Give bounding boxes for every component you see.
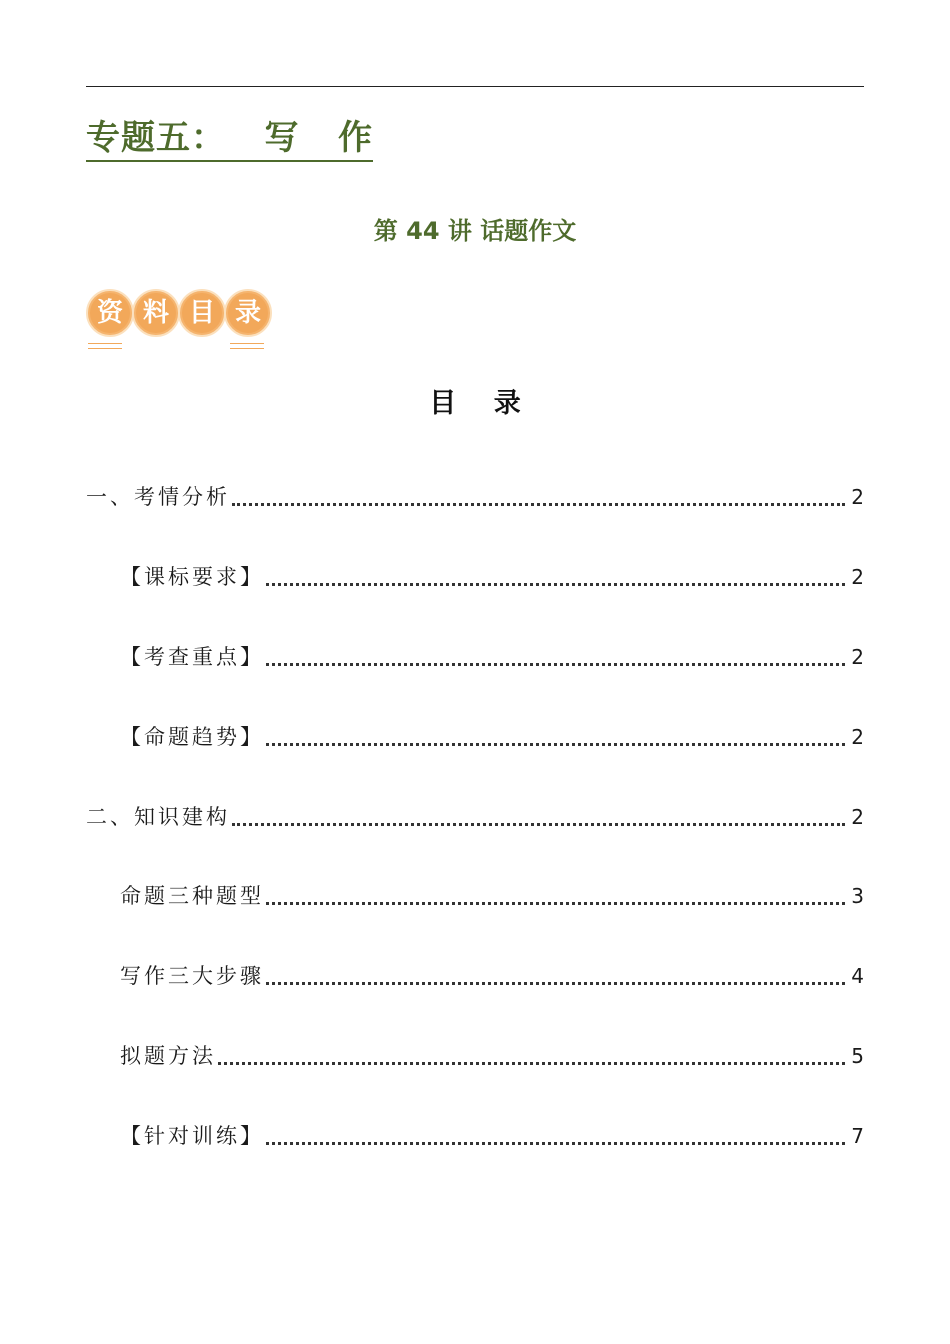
toc-entry[interactable] [120, 641, 864, 673]
contents-badge [86, 289, 276, 353]
toc-entry-title: 【针对训练】 [120, 1124, 264, 1148]
toc-page-number: 2 [851, 565, 864, 589]
toc-heading: 目 录 [429, 388, 521, 419]
badge-char-2: 料 [132, 289, 180, 337]
toc-page-number: 3 [851, 884, 864, 908]
toc-page-number: 2 [851, 485, 864, 509]
toc-entry-title: 【命题趋势】 [120, 725, 264, 749]
toc-entry-title: 写作三大步骤 [120, 964, 264, 988]
toc-page-number: 7 [851, 1124, 864, 1148]
toc-leader-dots [218, 1062, 845, 1065]
toc-entry-title: 【课标要求】 [120, 565, 264, 589]
toc-page-number: 4 [851, 964, 864, 988]
toc-entry-title: 拟题方法 [120, 1044, 216, 1068]
toc-entry-title: 二、知识建构 [86, 805, 230, 829]
toc-entry[interactable] [120, 960, 864, 992]
toc-page-number: 2 [851, 645, 864, 669]
toc-entry-title: 命题三种题型 [120, 884, 264, 908]
toc-leader-dots [266, 583, 845, 586]
badge-underline-right [230, 343, 264, 344]
toc-entry-title: 【考查重点】 [120, 645, 264, 669]
badge-underline-left [88, 343, 122, 344]
lecture-title: 第 44 讲 话题作文 [373, 217, 577, 245]
header-rule [86, 86, 864, 87]
toc-leader-dots [232, 823, 845, 826]
toc-entry[interactable] [120, 1040, 864, 1072]
badge-underline-left [88, 348, 122, 349]
toc-entry[interactable] [120, 561, 864, 593]
toc-entry[interactable] [86, 801, 864, 833]
toc-leader-dots [232, 503, 845, 506]
toc-page-number: 2 [851, 805, 864, 829]
toc-leader-dots [266, 902, 845, 905]
toc-page-number: 2 [851, 725, 864, 749]
badge-char-1: 资 [86, 289, 134, 337]
toc-entry-title: 一、考情分析 [86, 485, 230, 509]
topic-title: 专题五： 写 作 [86, 118, 373, 162]
toc-leader-dots [266, 982, 845, 985]
toc-page-number: 5 [851, 1044, 864, 1068]
toc-leader-dots [266, 743, 845, 746]
toc-leader-dots [266, 663, 845, 666]
badge-char-3: 目 [178, 289, 226, 337]
toc-entry[interactable] [120, 721, 864, 753]
toc-entry[interactable] [86, 481, 864, 513]
toc-entry[interactable] [120, 880, 864, 912]
toc-entry[interactable] [120, 1120, 864, 1152]
badge-underline-right [230, 348, 264, 349]
toc-leader-dots [266, 1142, 845, 1145]
badge-char-4: 录 [224, 289, 272, 337]
